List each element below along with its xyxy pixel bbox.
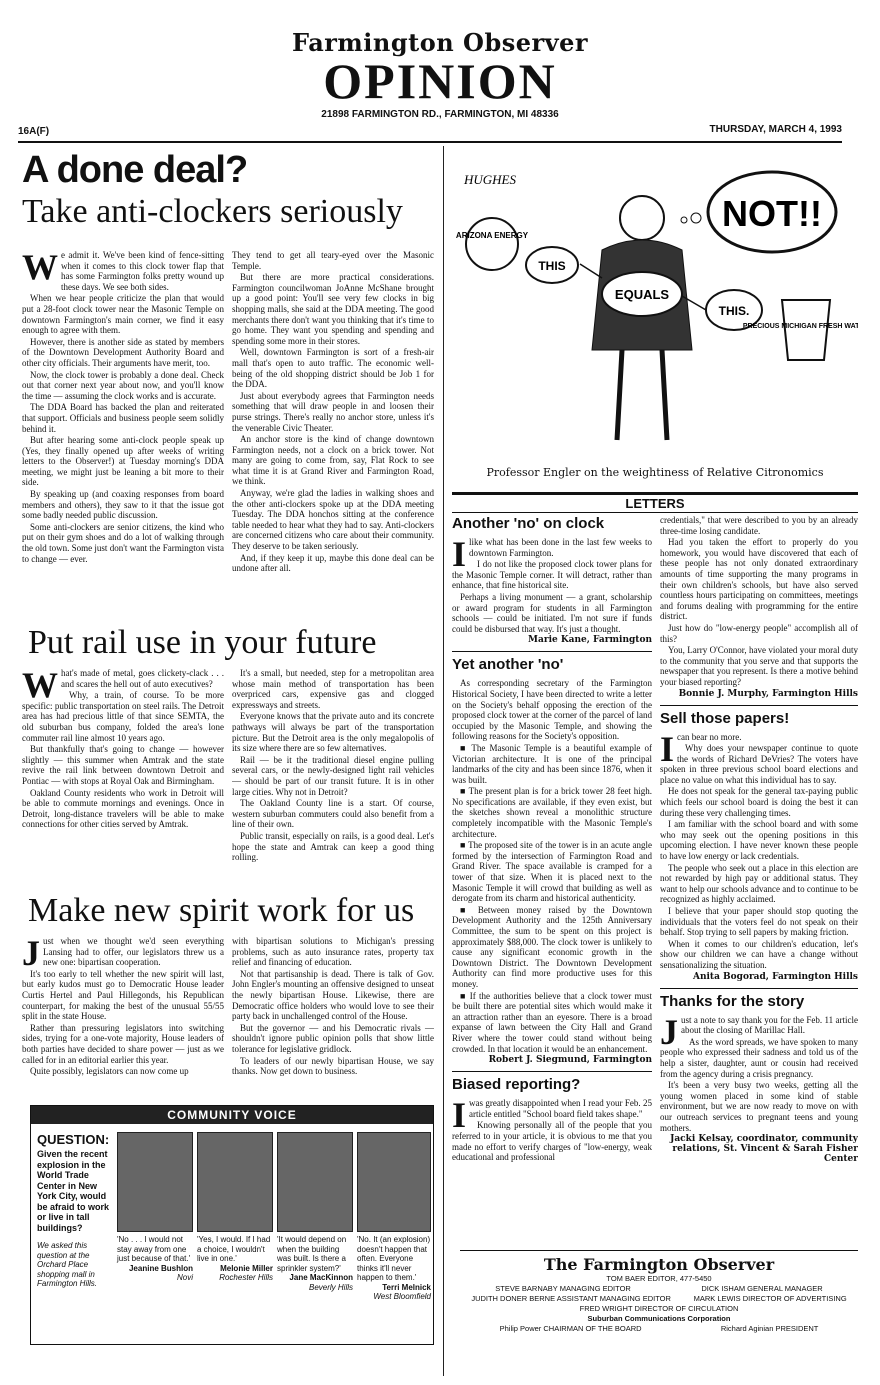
portrait-photo	[277, 1132, 353, 1232]
portrait-photo	[197, 1132, 273, 1232]
letter-headline: Another 'no' on clock	[452, 515, 605, 532]
community-voice-title: COMMUNITY VOICE	[31, 1106, 433, 1124]
letter-headline: Thanks for the story	[660, 992, 805, 1010]
letter-headline: Yet another 'no'	[452, 656, 564, 674]
masthead	[0, 28, 880, 120]
letter-headline: Sell those papers!	[660, 709, 790, 727]
editorial-rail-col2: It's a small, but needed, step for a metropolitan area whose main method of transportation has been overpriced cars, expensive gas and clogged expressways and streets. Everyone knows that the private auto and its concrete pathways will always be part of the transportation picture. But the Detroit area is the only megalopolis of its size where there are so few alternatives. Rail — be it the traditional diesel engine pulling several cars, or the newly-designed light rail vehicles — should be part of our transit future. It is in other large cities. Why not in Detroit? The Oakland County line is a start. Of course, western suburban commuters could also benefit from a line of their own. Public transit, especially on rails, is a good deal. Let's hope the state and Amtrak can keep a good thing rolling.	[232, 668, 434, 863]
issue-date: THURSDAY, MARCH 4, 1993	[709, 124, 842, 135]
portrait-photo	[357, 1132, 431, 1232]
subhead: Take anti-clockers seriously	[22, 193, 403, 230]
balloon-this-2: THIS.	[718, 304, 750, 318]
letters-col-a: Another 'no' on clock I like what has been done in the last few weeks to downtown Farmington. I do not like the proposed clock tower plans for the Masonic Temple corner. It will detract, rather than enhance, that fine historical site. Perhaps a living monument — a grant, scholarship or award program for students in all Farmington schools — could be initiated. I'm not sure if funds could be disbursed that way. It's just a thought. Marie Kane, Farmington Yet another 'no' As corresponding secretary of the Farmington Historical Society, I have been directed to write a letter on the Society's behalf opposing the erection of the proposed clock tower at the corner of the parcel of land occupied by the Masonic Temple, and showing the following reasons for the Society's opposition. ■ The Masonic Temple is a beautiful example of Victorian architecture. It is one of the principal landmarks of the city and has been since 1876, when it was built. ■ The present plan is for a brick tower 28 feet high. No specifications are available, if they even exist, but the sketches shown reveal a monolithic structure completely incompatible with the Masonic Temple's architecture. ■ The proposed site of the tower is in an acute angle formed by the intersection of Farmington Road and Grand River. The space available is cramped for a tower of that size. When it is placed next to the Masonic Temple it will crowd that building as well as derogate from its charm and historical authenticity. ■ Between money raised by the Downtown Development Authority and the 125th Anniversary Committee, the sum to be spent on this project is approximately $88,000. The clock tower is unlikely to cause any significant economic growth in the Downtown District. The Downtown Development Authority can find more productive uses for this money. ■ If the authorities believe that a clock tower must be built there are potential sites which would make it an attraction rather than an eyesore. There is a broad expanse of lawn between the City Hall and Grand River where the tower could stand without being crowded. In that location it would be an enhancement. Robert J. Siegmund, Farmington Biased reporting? I was greatly disappointed when I read your Feb. 25 article entitled "School board field takes shape." Knowing personally all of the people that you referred to in your article, it is obvious to me that you made no effort to verify charges of "low-energy, weak educational and professional	[452, 515, 652, 1163]
staff-paper-name: The Farmington Observer	[543, 1255, 775, 1274]
editorial-clock-col1: W e admit it. We've been kind of fence-sitting when it comes to this clock tower flap that has some Farmington folks pretty wound up these days. We see both sides. When we hear people criticize the plan that would put a 28-foot clock tower near the Masonic Temple on downtown Farmington's main corner, we find it easy enough to agree with them. However, there is another side as stated by members of the Downtown Development Authority Board and other city officials. Their arguments have merit, too. Now, the clock tower is probably a done deal. Check out that corner next year about now, and you'll know the time — assuming the clock works and is accurate. The DDA Board has backed the plan and reiterated that support. Officials and business people seem solidly behind it. But after hearing some anti-clock people speak up (Yes, they finally opened up after weeks of writing letters to the Observer!) at Tuesday morning's DDA meeting, we might just be leaning a bit more to their side. By speaking up (and coaxing responses from board members and others), they saw to it that the issue got some badly needed public discussion. Some anti-clockers are senior citizens, the kind who put on their gym shoes and do a lot of walking through the old town. Some just don't want the Farmington vista to change — ever.	[22, 250, 224, 564]
cartoon-caption: Professor Engler on the weightiness of Relative Citronomics	[486, 466, 824, 479]
bubble-text: NOT!!	[722, 193, 822, 234]
question-note: We asked this question at the Orchard Place shopping mall in Farmington Hills.	[37, 1241, 98, 1288]
headline-spirit: Make new spirit work for us	[28, 892, 415, 929]
editorial-cartoon	[452, 160, 858, 480]
editorial-clock-col2: They tend to get all teary-eyed over the Masonic Temple. But there are more practical considerations. Farmington councilwoman JoAnne McShane brought up a good point: You'll see very few clocks in big shopping malls, she said at the DDA meeting. The good merchants there don't want you thinking that it's time to go home. They want you spending and spending and spending some more in their stores. Well, downtown Farmington is sort of a fresh-air mall that's open to auto traffic. The economic well-being of the old shopping district should be Job 1 for the DDA. Just about everybody agrees that Farmington needs something that will draw people in and loosen their purse strings. There's really no anchor store, unless it's the venerable Civic Theater. An anchor store is the kind of change downtown Farmington needs, not a clock on a brick tower. Not many are going to come from, say, Flat Rock to see what time it is at Grand River and Farmington Road, we think. Anyway, we're glad the ladies in walking shoes and the other anti-clockers spoke up at the DDA meeting Tuesday. The DDA honchos sitting at the conference table needed to hear what they had to say. Anti-clockers are concerned citizens who care about their community. They deserve to be taken seriously. And, if they keep it up, maybe this done deal can be undone after all.	[232, 250, 434, 574]
letters-col-b: credentials," that were described to you by an already three-time losing candidate. Had you taken the effort to properly do you homework, you would have discovered that each of these people has not only donated extraordinary amounts of time supporting the many programs in their own children's schools, but have also served countless hours participating on committees, meetings and forums dealing with programming for the entire district. Just how do "low-energy people" accomplish all of this? You, Larry O'Connor, have violated your moral duty to the community that you serve and that supports the newspaper that you represent. Is there a motive behind your biased reporting? Bonnie J. Murphy, Farmington Hills Sell those papers! I can bear no more. Why does your newspaper continue to quote the words of Richard DeVries? The voters have spoken in three previous school board elections and place no value on what this individual has to say. He does not speak for the general tax-paying public which feels our school board is doing the best it can during these very challenging times. I am familiar with the school board and with some who may seek out the opening positions in this upcoming election. I have never known these people to have low energy or lack credentials. The people who seek out a place in this election are not rewarded by high pay or additional status. They want to help our schools advance and to continue to be recognized as highly acclaimed. I believe that your paper should stop quoting the individuals that the voters feel do not speak on their behalf. Stop trying to sell papers by making friction. When it comes to our children's education, let's show our children we can have a change without sensationalizing the situation. Anita Bogorad, Farmington Hills Thanks for the story J ust a note to say thank you for the Feb. 11 article about the closing of Marillac Hall. As the word spreads, we have spoken to many people who expressed their sadness and told us of the help a sister, daughter, aunt or cousin had received from the agency during a crisis pregnancy. It's been a very busy two weeks, getting all the young women placed in some kind of stable environment, but we are now ready to move on with our outreach services to pregnant teens and young mothers. Jacki Kelsay, coordinator, community relations, St. Vincent & Sarah Fisher Center	[660, 515, 858, 1165]
header-rule	[18, 141, 842, 143]
answer-3: 'It would depend on when the building was built. Is there a sprinkler system?' Jane MacKinnon Beverly Hills	[277, 1132, 353, 1292]
editorial-rail-col1: W hat's made of metal, goes clickety-clack . . . and scares the hell out of auto executives? Why, a train, of course. To be more specific: public transportation on steel rails. The Detroit area has had precious little of that since SEMTA, the old suburban bus company, folded the area's lone commuter rail line almost 10 years ago. But thankfully that's going to change — however slightly — this summer when Amtrak and the state revive the rail link between downtown Detroit and Pontiac — with stops at Royal Oak and Birmingham. Oakland County residents who work in Detroit will be able to commute mornings and evenings. Once in Detroit, long-distance travelers will be able to make connections for other cities served by Amtrak.	[22, 668, 224, 830]
staff-box: The Farmington Observer TOM BAER EDITOR, 477-5450 STEVE BARNABY MANAGING EDITOR DICK ISHAM GENERAL MANAGER JUDITH DONER BERNE ASSISTANT MANAGING EDITOR MARK LEWIS DIRECTOR OF ADVERTISING FRED WRIGHT DIRECTOR OF CIRCULATION Suburban Communications Corporation Philip Power CHAIRMAN OF THE BOARD Richard Aginian PRESIDENT	[460, 1250, 858, 1345]
answer-2: 'Yes, I would. If I had a choice, I wouldn't live in one.' Melonie Miller Rochester Hills	[197, 1132, 273, 1283]
answer-1: 'No . . . I would not stay away from one just because of that.' Jeanine Bushlon Novi	[117, 1132, 193, 1283]
letter-signature: Jacki Kelsay, coordinator, community relations, St. Vincent & Sarah Fisher Center	[670, 1134, 858, 1165]
balloon-this: THIS	[538, 259, 566, 273]
section-title: OPINION	[323, 53, 557, 109]
cartoonist-signature: HUGHES	[464, 172, 516, 187]
portrait-photo	[117, 1132, 193, 1232]
letter-signature: Marie Kane, Farmington	[528, 635, 652, 646]
editorial-clock	[22, 150, 434, 230]
sun-label: ARIZONA ENERGY	[455, 231, 529, 240]
question-text: Given the recent explosion in the World Trade Center in New York City, would be afraid to work or live in tall buildings?	[37, 1149, 110, 1233]
editorial-spirit-col1: J ust when we thought we'd seen everything Lansing had to offer, our legislators threw us a new one: bipartisan cooperation. It's too early to tell whether the new spirit will last, but early kudos must go to Democratic House leader Curtis Hertel and Paul Hillegonds, his Republican counterpart, for making the best of the unusual 55/55 split in the state House. Rather than pressuring legislators into switching sides, trying for a one-vote majority, House leaders of both parties have decided to share power — just as we called for in an editorial earlier this year. Quite possibly, legislators can now come up	[22, 936, 224, 1077]
answer-4: 'No. It (an explosion) doesn't happen that often. Everyone thinks it'll never happen to them.' Terri Melnick West Bloomfield	[357, 1132, 431, 1302]
question-block: QUESTION: Given the recent explosion in the World Trade Center in New York City, would be afraid to work or live in tall buildings? We asked this question at the Orchard Place shopping mall in Farmington Hills.	[37, 1132, 110, 1288]
letter-signature: Robert J. Siegmund, Farmington	[488, 1055, 652, 1066]
column-divider	[443, 146, 444, 1376]
address: 21898 FARMINGTON RD., FARMINGTON, MI 48336	[321, 109, 559, 120]
letters-banner: LETTERS	[452, 492, 858, 513]
community-voice-box	[30, 1105, 434, 1345]
paper-name: Farmington Observer	[291, 28, 589, 57]
cartoon-drawing	[452, 160, 858, 460]
headline: A done deal?	[22, 149, 248, 191]
page-number: 16A(F)	[18, 126, 50, 137]
letter-signature: Anita Bogorad, Farmington Hills	[692, 971, 858, 982]
bucket-label: PRECIOUS MICHIGAN FRESH WATER	[742, 323, 858, 330]
balloon-equals: EQUALS	[614, 287, 670, 302]
letter-signature: Bonnie J. Murphy, Farmington Hills	[678, 688, 858, 699]
headline-rail: Put rail use in your future	[28, 624, 377, 661]
letter-headline: Biased reporting?	[452, 1076, 581, 1094]
editorial-spirit-col2: with bipartisan solutions to Michigan's pressing problems, such as auto insurance rates, property tax relief and financing of education. Not that partisanship is dead. There is talk of Gov. John Engler's mounting an offensive designed to unseat the newly bipartisan House. Likewise, there are Democratic office holders who would love to see their party back in unchallenged control of the House. But the governor — and his Democratic rivals — shouldn't ignore public opinion polls that show little tolerance for legislative gridlock. To leaders of our newly bipartisan House, we say thanks. Now get down to business.	[232, 936, 434, 1077]
